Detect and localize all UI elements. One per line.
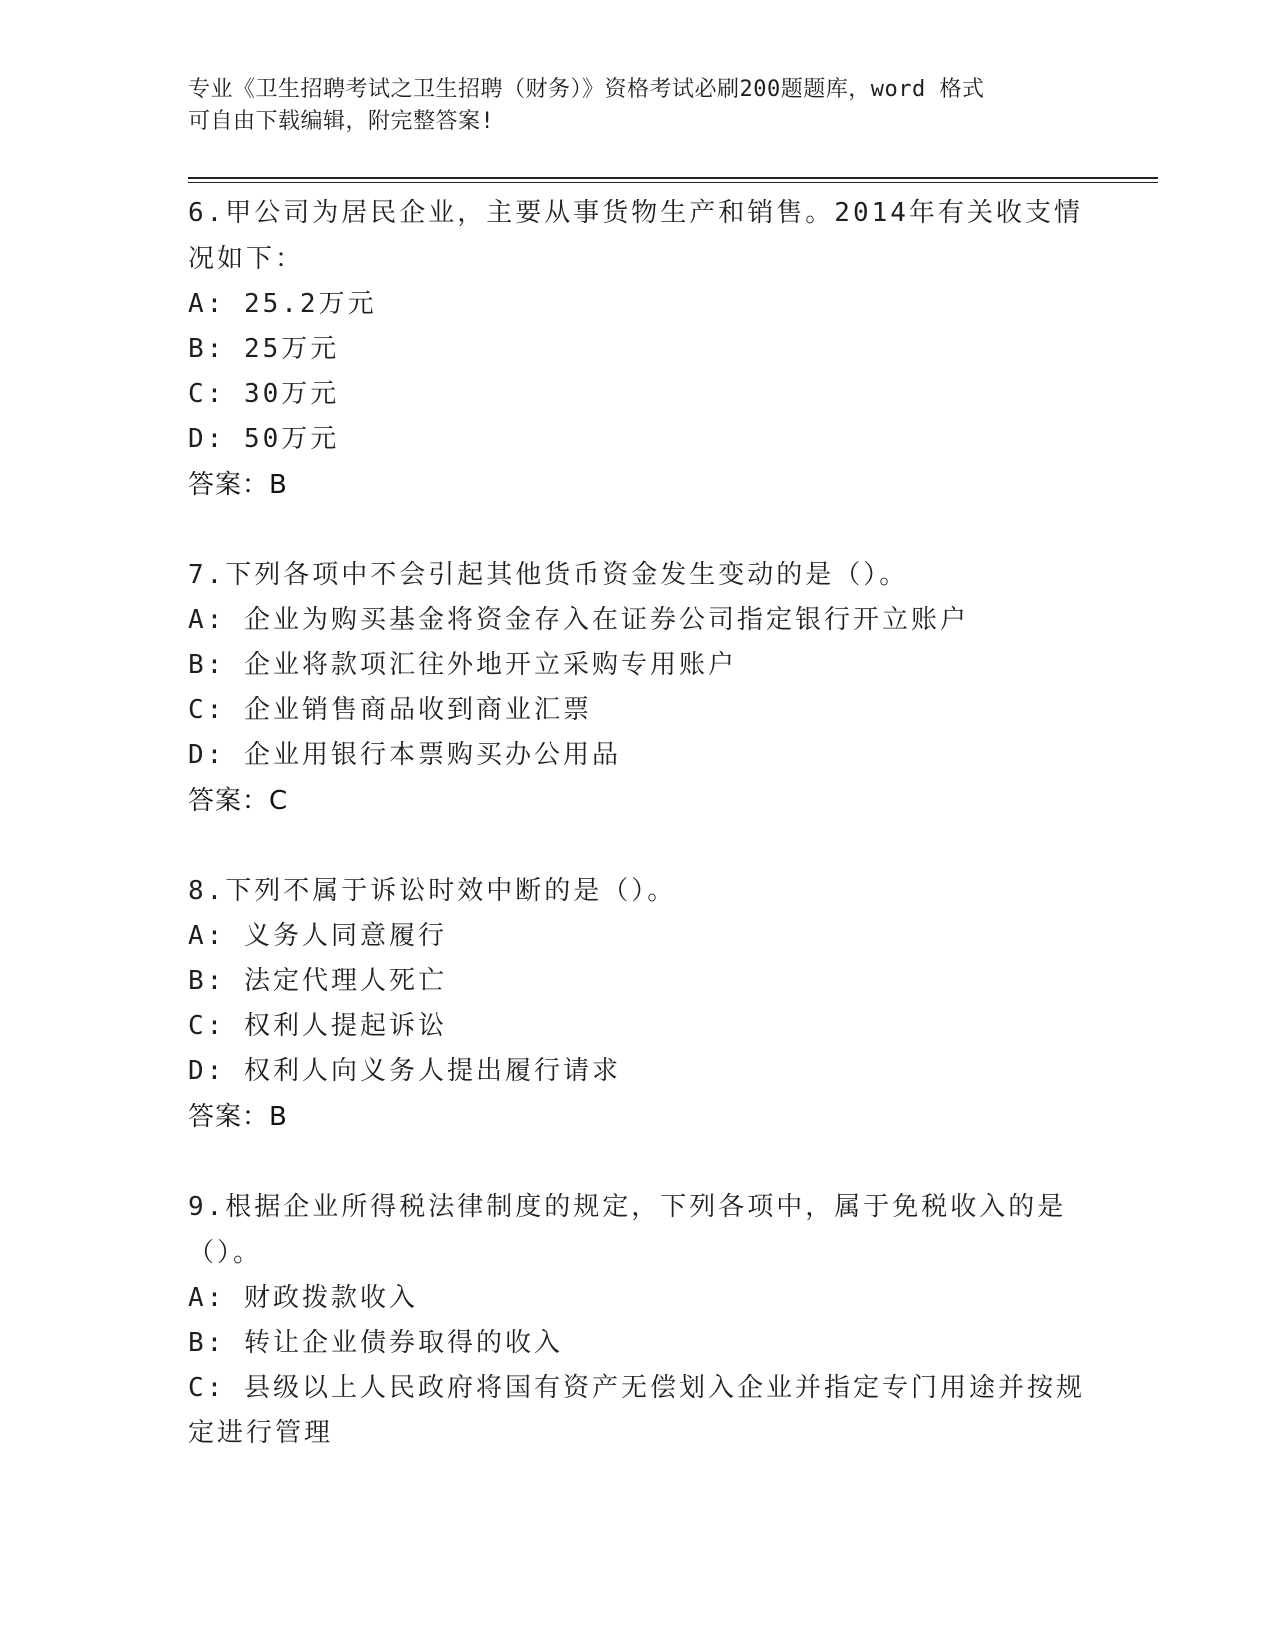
question-text: 6.甲公司为居民企业，主要从事货物生产和销售。2014年有关收支情: [188, 198, 1083, 228]
answer: 答案：C: [188, 786, 289, 816]
option-b: B: 法定代理人死亡: [188, 966, 447, 996]
question-list: [188, 190, 1088, 1500]
answer: 答案：B: [188, 470, 288, 500]
question-text: （）。: [188, 1238, 263, 1268]
option-d: D: 权利人向义务人提出履行请求: [188, 1056, 621, 1086]
header-divider: [188, 177, 1158, 183]
question-6: [188, 190, 1088, 508]
option-c: C: 权利人提起诉讼: [188, 1011, 447, 1041]
answer: 答案：B: [188, 1102, 288, 1132]
option-a: A: 财政拨款收入: [188, 1283, 418, 1313]
option-c: C: 30万元: [188, 379, 340, 409]
question-text: 8.下列不属于诉讼时效中断的是（）。: [188, 876, 677, 906]
option-d: D: 50万元: [188, 424, 340, 454]
option-c: C: 县级以上人民政府将国有资产无偿划入企业并指定专门用途并按规: [188, 1373, 1085, 1403]
option-b: B: 转让企业债券取得的收入: [188, 1328, 563, 1358]
option-a: A: 25.2万元: [188, 289, 377, 319]
option-a: A: 义务人同意履行: [188, 921, 447, 951]
option-b: B: 25万元: [188, 334, 340, 364]
option-c: C: 企业销售商品收到商业汇票: [188, 695, 592, 725]
question-text: 况如下：: [188, 244, 305, 274]
question-7: [188, 552, 1088, 824]
question-text: 7.下列各项中不会引起其他货币资金发生变动的是（）。: [188, 560, 909, 590]
option-c-continued: 定进行管理: [188, 1418, 334, 1448]
document-header: [188, 74, 1068, 138]
question-8: [188, 868, 1088, 1140]
question-text: 9.根据企业所得税法律制度的规定，下列各项中，属于免税收入的是: [188, 1192, 1067, 1222]
question-9: [188, 1184, 1088, 1456]
header-line-2: 可自由下载编辑，附完整答案!: [188, 109, 495, 134]
option-a: A: 企业为购买基金将资金存入在证券公司指定银行开立账户: [188, 605, 969, 635]
option-d: D: 企业用银行本票购买办公用品: [188, 740, 621, 770]
option-b: B: 企业将款项汇往外地开立采购专用账户: [188, 650, 737, 680]
header-line-1: 专业《卫生招聘考试之卫生招聘（财务）》资格考试必刷200题题库，word 格式: [188, 77, 985, 102]
